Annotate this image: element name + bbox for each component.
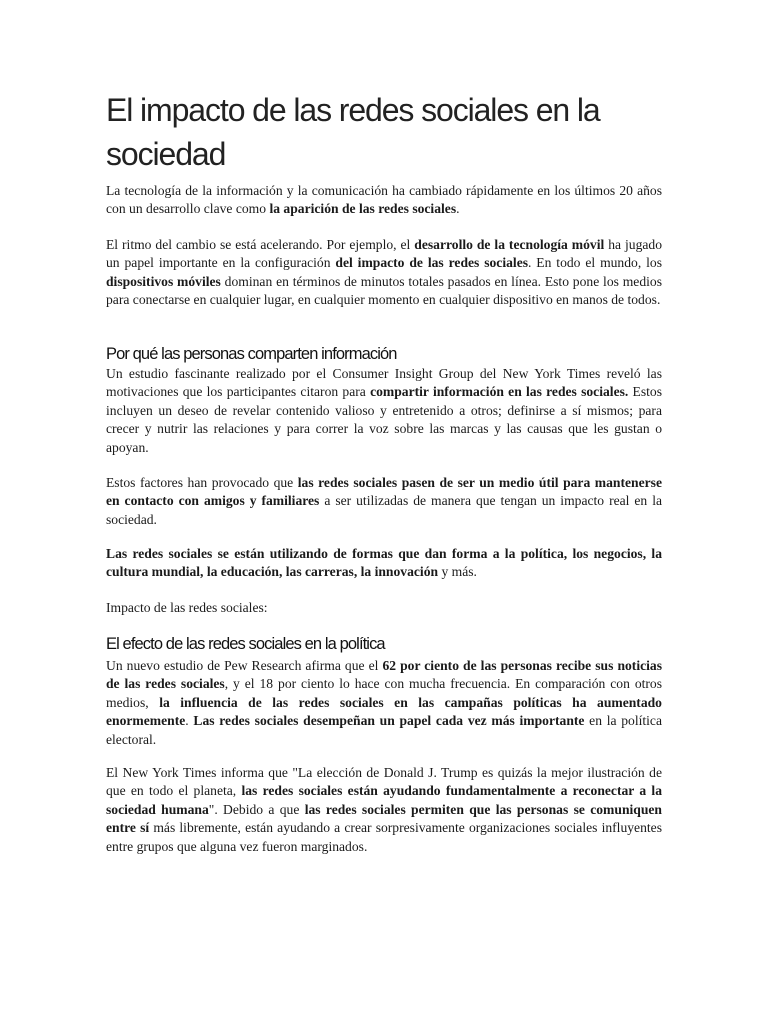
paragraph-intro [106,182,662,219]
bold-run: Las redes sociales se están utilizando de formas que dan forma a la política, los negocios, la cultura mundial, la educación, las carreras, la innovación [106,546,662,580]
paragraph-uses [106,545,662,582]
paragraph-nyt [106,764,662,856]
text-run: , y el 18 por ciento lo hace con mucha frecuencia. En comparación con otros medios, [106,676,663,710]
bold-run: la influencia de las redes sociales en las campañas políticas ha aumentado enormemente [106,694,662,729]
bold-run: compartir información en las redes sociales. [370,384,629,400]
text-run: La tecnología de la información y la comunicación ha cambiado rápidamente en los últimos 20 años con un desarrollo clave como [106,183,662,217]
text-run: . [185,713,194,729]
text-run: . [456,201,460,217]
text-run: y más. [438,564,477,580]
text-run: . En todo el mundo, los [528,255,662,271]
heading-why-share: Por qué las personas comparten información [106,345,397,363]
bold-run: del impacto de las redes sociales [335,255,529,271]
bold-run: las redes sociales están ayudando fundamentalmente a reconectar a la sociedad humana [106,783,662,817]
text-run: Un estudio fascinante realizado por el Consumer Insight Group del New York Times reveló las motivaciones que los participantes citaron para [106,366,662,400]
bold-run: dispositivos móviles [106,273,221,289]
text-run: El ritmo del cambio se está acelerando. Por ejemplo, el [106,237,415,252]
bold-run: 62 por ciento de las personas recibe sus noticias de las redes sociales [106,658,662,692]
text-run: Estos incluyen un deseo de revelar contenido valioso y entretenido a otros; definirse a sí mismos; para crecer y nutrir las relaciones y para correr la voz sobre las marcas y las causas que les gustan o apoyan. [106,384,663,455]
text-run: Estos factores han provocado que [106,475,298,490]
bold-run: las redes sociales permiten que las personas se comuniquen entre sí [106,801,662,836]
text-run: ha jugado un papel importante en la configuración [106,237,662,271]
text-run: a ser utilizadas de manera que tengan un impacto real en la sociedad. [106,493,663,527]
text-run: más libremente, están ayudando a crear sorpresivamente organizaciones sociales influyentes entre grupos que alguna vez fueron marginados. [106,820,662,854]
text-run: Un nuevo estudio de Pew Research afirma que el [106,658,383,673]
bold-run: Las redes sociales desempeñan un papel cada vez más importante [193,713,585,729]
paragraph-factors [106,474,662,529]
heading-politics: El efecto de las redes sociales en la política [106,635,385,653]
document-title: El impacto de las redes sociales en la sociedad [106,92,600,172]
paragraph-pew [106,657,662,749]
paragraph-mobile [106,236,662,310]
text-run: dominan en términos de minutos totales pasados en línea. Esto pone los medios para conectarse en cualquier lugar, en cualquier momento en cualquier dispositivo en manos de todos. [106,273,662,308]
paragraph-study [106,365,662,457]
text-run: El New York Times informa que "La elección de Donald J. Trump es quizás la mejor ilustración de que en todo el planeta, [106,765,662,799]
bold-run: las redes sociales pasen de ser un medio útil para mantenerse en contacto con amigos y familiares [106,475,662,509]
paragraph-impact-label: Impacto de las redes sociales: [106,600,268,615]
text-run: ". Debido a que [208,801,305,817]
bold-run: desarrollo de la tecnología móvil [414,237,605,252]
bold-run: la aparición de las redes sociales [269,201,457,217]
text-run: en la política electoral. [106,713,662,747]
